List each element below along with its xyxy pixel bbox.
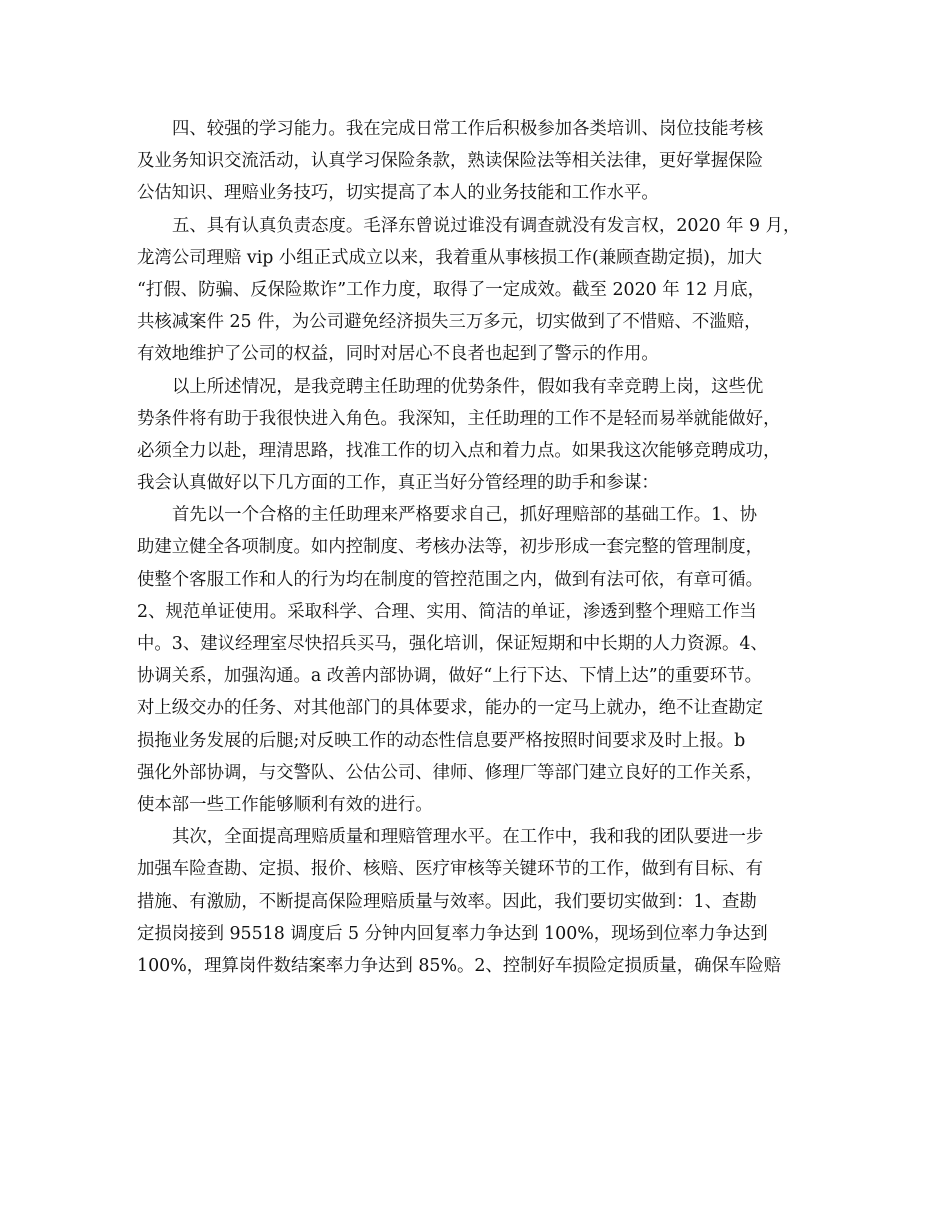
text-line: 四、较强的学习能力。我在完成日常工作后积极参加各类培训、岗位技能考核	[172, 119, 764, 139]
text-line: 中。3、建议经理室尽快招兵买马，强化培训，保证短期和中长期的人力资源。4、	[137, 634, 768, 654]
text-line: 对上级交办的任务、对其他部门的具体要求，能办的一定马上就办，绝不让查勘定	[137, 698, 764, 719]
text-line: 助建立健全各项制度。如内控制度、考核办法等，初步形成一套完整的管理制度，	[137, 537, 764, 558]
text-line: 使整个客服工作和人的行为均在制度的管控范围之内，做到有法可依，有章可循。	[137, 569, 764, 590]
text-line: 我会认真做好以下几方面的工作，真正当好分管经理的助手和参谋：	[137, 473, 659, 494]
text-line: 龙湾公司理赔 vip 小组正式成立以来，我着重从事核损工作(兼顾查勘定损)，加大	[137, 247, 763, 268]
text-line: 措施、有激励，不断提高保险理赔质量与效率。因此，我们要切实做到：1、查勘	[137, 891, 757, 912]
text-line: 2、规范单证使用。采取科学、合理、实用、简洁的单证，渗透到整个理赔工作当	[137, 601, 757, 622]
document-body	[137, 113, 827, 982]
text-line: 共核减案件 25 件，为公司避免经济损失三万多元，切实做到了不惜赔、不滥赔，	[137, 312, 762, 333]
text-line: 必须全力以赴，理清思路，找准工作的切入点和着力点。如果我这次能够竞聘成功，	[137, 440, 781, 461]
text-line: 100%，理算岗件数结案率力争达到 85%。2、控制好车损险定损质量，确保车险赔	[137, 955, 782, 976]
text-line: 以上所述情况，是我竞聘主任助理的优势条件，假如我有幸竞聘上岗，这些优	[172, 376, 764, 397]
text-line: 首先以一个合格的主任助理来严格要求自己，抓好理赔部的基础工作。1、协	[172, 505, 757, 526]
text-line: 势条件将有助于我很快进入角色。我深知，主任助理的工作不是轻而易举就能做好，	[137, 408, 781, 429]
text-line: 五、具有认真负责态度。毛泽东曾说过谁没有调查就没有发言权，2020 年 9 月，	[172, 215, 801, 236]
text-line: 及业务知识交流活动，认真学习保险条款，熟读保险法等相关法律，更好掌握保险	[137, 151, 764, 172]
text-line: 其次，全面提高理赔质量和理赔管理水平。在工作中，我和我的团队要进一步	[172, 827, 764, 848]
text-line: 定损岗接到 95518 调度后 5 分钟内回复率力争达到 100%，现场到位率力争达到	[137, 923, 768, 944]
text-line: “打假、防骗、反保险欺诈”工作力度，取得了一定成效。截至 2020 年 12 月底，	[137, 279, 766, 300]
text-line: 强化外部协调，与交警队、公估公司、律师、修理厂等部门建立良好的工作关系，	[137, 762, 764, 783]
text-line: 损拖业务发展的后腿;对反映工作的动态性信息要严格按照时间要求及时上报。b	[137, 730, 746, 751]
text-line: 有效地维护了公司的权益，同时对居心不良者也起到了警示的作用。	[137, 344, 659, 365]
text-line: 使本部一些工作能够顺利有效的进行。	[137, 794, 433, 815]
text-line: 加强车险查勘、定损、报价、核赔、医疗审核等关键环节的工作，做到有目标、有	[137, 859, 764, 880]
text-line: 协调关系，加强沟通。a 改善内部协调，做好“上行下达、下情上达”的重要环节。	[137, 666, 762, 687]
text-line: 公估知识、理赔业务技巧，切实提高了本人的业务技能和工作水平。	[137, 183, 659, 204]
